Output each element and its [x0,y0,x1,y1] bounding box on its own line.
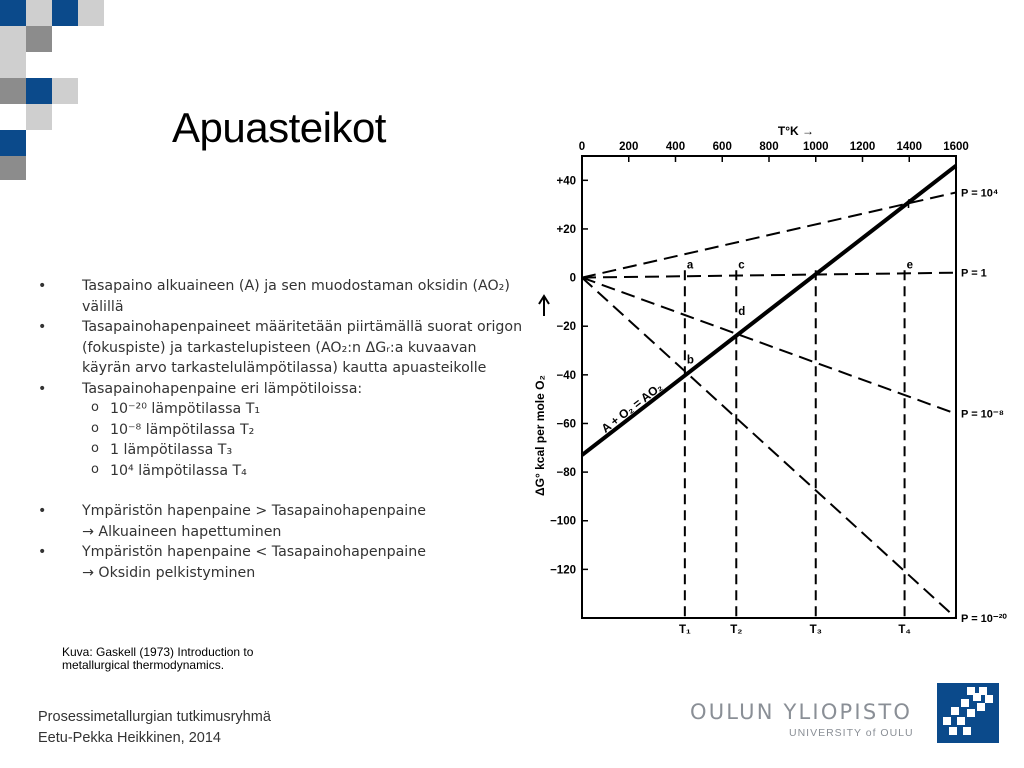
bullet-text: Tasapaino alkuaineen (A) ja sen muodostaman oksidin (AO₂) välillä [82,278,510,315]
series-line [582,166,956,455]
deco-square [26,78,52,104]
y-tick-label: +40 [556,175,576,188]
chart-svg [526,118,1007,638]
footer [38,707,271,749]
bullet-text: Tasapainohapenpaine eri lämpötiloissa: [82,380,363,397]
chart-top-axis-label: T°K → [777,124,815,138]
series-label: P = 1 [961,267,987,280]
sub-bullet-text: 10⁴ lämpötilassa T₄ [110,462,247,479]
deco-square [52,78,78,104]
series-label-reaction: A + O₂ = AO₂ [598,379,666,436]
y-axis-arrow-icon [539,296,549,316]
bullet-continuation: → Oksidin pelkistyminen [82,564,256,581]
bullet-item: • Tasapaino alkuaineen (A) ja sen muodostaman oksidin (AO₂) välillä [38,278,510,315]
y-tick-label: −20 [556,321,576,334]
point-label: e [906,259,913,272]
point-label: b [686,354,694,367]
university-logo-icon [937,683,999,743]
temperature-marker-label: T₃ [809,624,822,636]
series-line [582,273,956,278]
x-tick-label: 600 [712,141,732,153]
deco-square [0,156,26,180]
x-tick-label: 800 [759,141,779,153]
temperature-marker-label: T₁ [678,624,691,636]
series-label: P = 10⁻⁸ [961,408,1004,421]
series-line [582,278,956,618]
x-tick-label: 1200 [849,141,876,153]
series-label: P = 10⁻²⁰ [961,613,1007,625]
bullet-item: • Ympäristön hapenpaine < Tasapainohapenpaine [38,544,426,560]
bullet-continuation: → Alkuaineen hapettuminen [82,523,282,540]
bullet-text: Tasapainohapenpaineet määritetään piirtämällä suorat origon (fokuspiste) ja tarkastelupisteen (AO₂:n ΔGᵣ:a kuvaavan käyrän arvo tarkastelulämpötilassa) kautta apuasteikolle [82,319,523,376]
point-label: f [906,198,911,211]
deco-square [52,0,78,26]
sub-bullet-text: 10⁻²⁰ lämpötilassa T₁ [110,401,261,417]
sub-bullet-item: o 10⁻²⁰ lämpötilassa T₁ [91,400,261,417]
deco-square [26,104,52,130]
bullet-text: Ympäristön hapenpaine < Tasapainohapenpaine [82,544,426,560]
university-logo-subtext: UNIVERSITY of OULU [789,727,914,739]
bullet-item: • Tasapainohapenpaineet määritetään piirtämällä suorat origon (fokuspiste) ja tarkastelupisteen (AO₂:n ΔGᵣ:a kuvaavan käyrän arvo tarkastelulämpötilassa) kautta apuasteikolle [38,319,523,376]
footer-author: Eetu-Pekka Heikkinen, 2014 [38,730,221,746]
deco-square [26,26,52,52]
series-label: P = 10⁴ [961,187,999,200]
y-tick-label: −120 [550,564,576,577]
y-tick-label: −80 [556,467,576,480]
point-label: a [686,259,694,272]
x-tick-label: 400 [665,141,686,153]
figure-caption: Kuva: Gaskell (1973) Introduction to metallurgical thermodynamics. [62,645,254,672]
x-tick-label: 1400 [896,141,923,153]
chart-frame [582,156,956,618]
series-line [582,192,956,277]
deco-square [0,78,26,104]
university-logo-text: OULUN YLIOPISTO [690,700,913,724]
deco-square [0,26,26,52]
point-label: d [738,305,746,318]
deco-square [26,0,52,26]
point-label: c [738,259,745,272]
temperature-marker-label: T₂ [730,624,743,636]
sub-bullet-item: o 10⁴ lämpötilassa T₄ [91,461,247,479]
deco-square [78,0,104,26]
page-title: Apuasteikot [172,104,386,151]
bullet-item: • Ympäristön hapenpaine > Tasapainohapenpaine [38,503,426,519]
sub-bullet-text: 1 lämpötilassa T₃ [110,442,233,458]
sub-bullet-text: 10⁻⁸ lämpötilassa T₂ [110,421,255,438]
x-tick-label: 0 [578,141,586,153]
footer-group: Prosessimetallurgian tutkimusryhmä [38,709,271,725]
x-tick-label: 1600 [943,141,969,153]
deco-square [0,52,26,78]
bullet-list [38,276,528,583]
temperature-marker-label: T₄ [898,624,911,636]
x-tick-label: 200 [619,141,639,153]
y-tick-label: 0 [569,272,576,285]
deco-square [0,0,26,26]
y-tick-label: +20 [556,223,576,236]
chart-y-axis-label: ΔG° kcal per mole O₂ [533,375,547,496]
bullet-text: Ympäristön hapenpaine > Tasapainohapenpaine [82,503,426,519]
sub-bullet-item: o 10⁻⁸ lämpötilassa T₂ [91,420,255,438]
x-tick-label: 1000 [802,141,829,153]
y-tick-label: −100 [550,515,576,528]
sub-bullet-item: o 1 lämpötilassa T₃ [91,441,233,458]
y-tick-label: −40 [556,369,576,382]
deco-square [0,130,26,156]
y-tick-label: −60 [556,418,576,431]
bullet-item: • Tasapainohapenpaine eri lämpötiloissa: [38,380,363,397]
